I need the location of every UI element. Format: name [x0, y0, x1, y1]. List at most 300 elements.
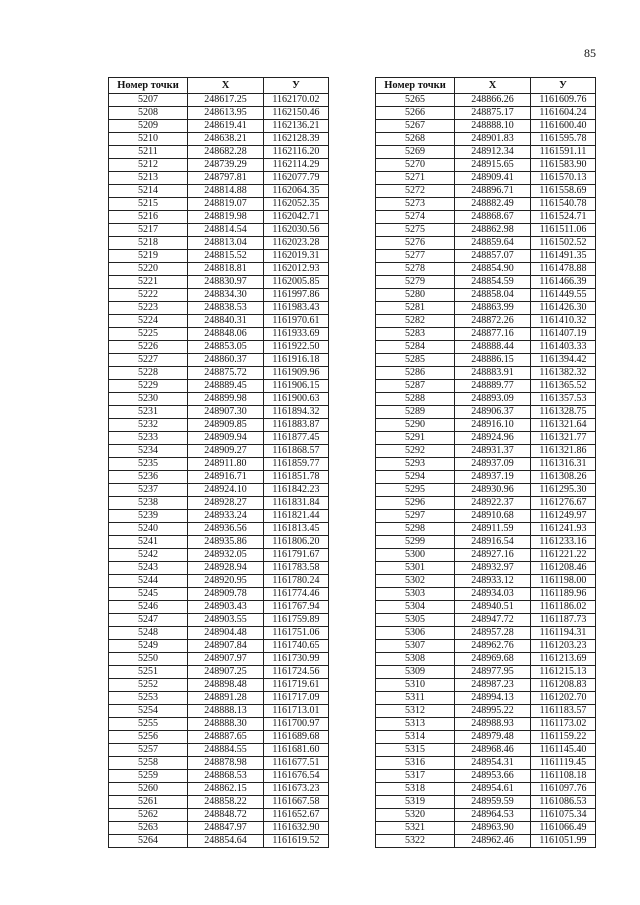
point-number-cell: 5250: [109, 653, 188, 666]
table-row: [109, 120, 329, 133]
x-coordinate-cell: 248937.19: [455, 471, 531, 484]
point-number-cell: 5239: [109, 510, 188, 523]
point-number-cell: 5312: [376, 705, 455, 718]
x-coordinate-cell: 248813.04: [188, 237, 264, 250]
x-coordinate-cell: 248815.52: [188, 250, 264, 263]
x-coordinate-cell: 248840.31: [188, 315, 264, 328]
x-coordinate-cell: 248916.71: [188, 471, 264, 484]
point-number-cell: 5281: [376, 302, 455, 315]
point-number-cell: 5230: [109, 393, 188, 406]
y-coordinate-cell: 1161308.26: [531, 471, 596, 484]
y-coordinate-cell: 1161673.23: [264, 783, 329, 796]
point-number-cell: 5286: [376, 367, 455, 380]
point-number-cell: 5289: [376, 406, 455, 419]
point-number-cell: 5296: [376, 497, 455, 510]
y-coordinate-cell: 1161145.40: [531, 744, 596, 757]
point-number-cell: 5300: [376, 549, 455, 562]
x-coordinate-cell: 248954.61: [455, 783, 531, 796]
x-coordinate-cell: 248909.94: [188, 432, 264, 445]
point-number-cell: 5267: [376, 120, 455, 133]
table-row: [109, 614, 329, 627]
x-coordinate-cell: 248819.98: [188, 211, 264, 224]
x-coordinate-cell: 248931.37: [455, 445, 531, 458]
table-row: [109, 146, 329, 159]
y-coordinate-cell: 1161321.77: [531, 432, 596, 445]
y-coordinate-cell: 1161382.32: [531, 367, 596, 380]
table-row: [376, 432, 596, 445]
y-coordinate-cell: 1161186.02: [531, 601, 596, 614]
y-coordinate-cell: 1162019.31: [264, 250, 329, 263]
x-coordinate-cell: 248857.07: [455, 250, 531, 263]
y-coordinate-cell: 1161321.64: [531, 419, 596, 432]
table-row: [376, 393, 596, 406]
point-number-cell: 5287: [376, 380, 455, 393]
x-coordinate-cell: 248854.59: [455, 276, 531, 289]
table-row: [109, 302, 329, 315]
y-coordinate-cell: 1161208.46: [531, 562, 596, 575]
point-number-cell: 5313: [376, 718, 455, 731]
x-coordinate-cell: 248878.98: [188, 757, 264, 770]
point-number-cell: 5319: [376, 796, 455, 809]
x-coordinate-cell: 248979.48: [455, 731, 531, 744]
point-number-cell: 5320: [376, 809, 455, 822]
x-coordinate-cell: 248933.24: [188, 510, 264, 523]
point-number-cell: 5226: [109, 341, 188, 354]
x-coordinate-cell: 248907.30: [188, 406, 264, 419]
point-number-cell: 5228: [109, 367, 188, 380]
coordinates-table-left: [108, 77, 329, 848]
x-coordinate-cell: 248882.49: [455, 198, 531, 211]
table-row: [109, 835, 329, 848]
y-coordinate-cell: 1161791.67: [264, 549, 329, 562]
table-row: [376, 497, 596, 510]
x-coordinate-cell: 248915.65: [455, 159, 531, 172]
x-coordinate-cell: 248911.80: [188, 458, 264, 471]
y-coordinate-cell: 1162030.56: [264, 224, 329, 237]
header-point-number: Номер точки: [109, 78, 188, 94]
point-number-cell: 5263: [109, 822, 188, 835]
table-row: [376, 783, 596, 796]
x-coordinate-cell: 248896.71: [455, 185, 531, 198]
y-coordinate-cell: 1161922.50: [264, 341, 329, 354]
y-coordinate-cell: 1161086.53: [531, 796, 596, 809]
y-coordinate-cell: 1162170.02: [264, 94, 329, 107]
y-coordinate-cell: 1161051.99: [531, 835, 596, 848]
x-coordinate-cell: 248920.95: [188, 575, 264, 588]
y-coordinate-cell: 1161806.20: [264, 536, 329, 549]
point-number-cell: 5243: [109, 562, 188, 575]
table-row: [109, 796, 329, 809]
x-coordinate-cell: 248910.68: [455, 510, 531, 523]
y-coordinate-cell: 1161198.00: [531, 575, 596, 588]
y-coordinate-cell: 1161604.24: [531, 107, 596, 120]
y-coordinate-cell: 1161740.65: [264, 640, 329, 653]
y-coordinate-cell: 1161591.11: [531, 146, 596, 159]
point-number-cell: 5307: [376, 640, 455, 653]
point-number-cell: 5219: [109, 250, 188, 263]
point-number-cell: 5264: [109, 835, 188, 848]
x-coordinate-cell: 248903.43: [188, 601, 264, 614]
y-coordinate-cell: 1161813.45: [264, 523, 329, 536]
y-coordinate-cell: 1161502.52: [531, 237, 596, 250]
point-number-cell: 5234: [109, 445, 188, 458]
table-row: [109, 289, 329, 302]
header-y: У: [531, 78, 596, 94]
x-coordinate-cell: 248868.67: [455, 211, 531, 224]
y-coordinate-cell: 1162077.79: [264, 172, 329, 185]
x-coordinate-cell: 248912.34: [455, 146, 531, 159]
point-number-cell: 5303: [376, 588, 455, 601]
x-coordinate-cell: 248901.83: [455, 133, 531, 146]
y-coordinate-cell: 1161730.99: [264, 653, 329, 666]
y-coordinate-cell: 1161851.78: [264, 471, 329, 484]
table-row: [376, 120, 596, 133]
point-number-cell: 5257: [109, 744, 188, 757]
y-coordinate-cell: 1161667.58: [264, 796, 329, 809]
x-coordinate-cell: 248930.96: [455, 484, 531, 497]
x-coordinate-cell: 248947.72: [455, 614, 531, 627]
x-coordinate-cell: 248959.59: [455, 796, 531, 809]
x-coordinate-cell: 248862.15: [188, 783, 264, 796]
table-row: [109, 198, 329, 211]
table-row: [376, 458, 596, 471]
y-coordinate-cell: 1162114.29: [264, 159, 329, 172]
point-number-cell: 5270: [376, 159, 455, 172]
table-row: [376, 94, 596, 107]
y-coordinate-cell: 1161894.32: [264, 406, 329, 419]
y-coordinate-cell: 1161233.16: [531, 536, 596, 549]
y-coordinate-cell: 1161842.23: [264, 484, 329, 497]
point-number-cell: 5245: [109, 588, 188, 601]
table-row: [109, 770, 329, 783]
y-coordinate-cell: 1161933.69: [264, 328, 329, 341]
y-coordinate-cell: 1162012.93: [264, 263, 329, 276]
x-coordinate-cell: 248853.05: [188, 341, 264, 354]
header-y: У: [264, 78, 329, 94]
page-number: 85: [584, 46, 596, 60]
table-row: [376, 289, 596, 302]
y-coordinate-cell: 1162005.85: [264, 276, 329, 289]
x-coordinate-cell: 248916.10: [455, 419, 531, 432]
y-coordinate-cell: 1161241.93: [531, 523, 596, 536]
point-number-cell: 5238: [109, 497, 188, 510]
point-number-cell: 5288: [376, 393, 455, 406]
table-row: [376, 744, 596, 757]
x-coordinate-cell: 248953.66: [455, 770, 531, 783]
y-coordinate-cell: 1161676.54: [264, 770, 329, 783]
y-coordinate-cell: 1162150.46: [264, 107, 329, 120]
x-coordinate-cell: 248934.03: [455, 588, 531, 601]
table-row: [376, 185, 596, 198]
point-number-cell: 5218: [109, 237, 188, 250]
table-row: [109, 471, 329, 484]
x-coordinate-cell: 248909.41: [455, 172, 531, 185]
table-row: [109, 640, 329, 653]
table-row: [109, 107, 329, 120]
table-row: [109, 718, 329, 731]
table-row: [109, 705, 329, 718]
x-coordinate-cell: 248909.27: [188, 445, 264, 458]
header-x: X: [188, 78, 264, 94]
point-number-cell: 5237: [109, 484, 188, 497]
point-number-cell: 5207: [109, 94, 188, 107]
y-coordinate-cell: 1161713.01: [264, 705, 329, 718]
x-coordinate-cell: 248969.68: [455, 653, 531, 666]
point-number-cell: 5215: [109, 198, 188, 211]
x-coordinate-cell: 248838.53: [188, 302, 264, 315]
x-coordinate-cell: 248888.30: [188, 718, 264, 731]
table-header-row: [109, 78, 329, 94]
x-coordinate-cell: 248847.97: [188, 822, 264, 835]
point-number-cell: 5242: [109, 549, 188, 562]
y-coordinate-cell: 1161295.30: [531, 484, 596, 497]
point-number-cell: 5261: [109, 796, 188, 809]
y-coordinate-cell: 1161316.31: [531, 458, 596, 471]
table-row: [376, 705, 596, 718]
table-row: [109, 185, 329, 198]
y-coordinate-cell: 1161717.09: [264, 692, 329, 705]
point-number-cell: 5217: [109, 224, 188, 237]
x-coordinate-cell: 248866.26: [455, 94, 531, 107]
table-row: [376, 107, 596, 120]
y-coordinate-cell: 1161997.86: [264, 289, 329, 302]
y-coordinate-cell: 1161394.42: [531, 354, 596, 367]
table-row: [376, 159, 596, 172]
x-coordinate-cell: 248954.31: [455, 757, 531, 770]
point-number-cell: 5285: [376, 354, 455, 367]
y-coordinate-cell: 1161119.45: [531, 757, 596, 770]
table-row: [109, 601, 329, 614]
x-coordinate-cell: 248858.22: [188, 796, 264, 809]
x-coordinate-cell: 248848.06: [188, 328, 264, 341]
y-coordinate-cell: 1161189.96: [531, 588, 596, 601]
point-number-cell: 5221: [109, 276, 188, 289]
x-coordinate-cell: 248888.10: [455, 120, 531, 133]
table-row: [109, 263, 329, 276]
y-coordinate-cell: 1161202.70: [531, 692, 596, 705]
y-coordinate-cell: 1162128.39: [264, 133, 329, 146]
x-coordinate-cell: 248886.15: [455, 354, 531, 367]
point-number-cell: 5276: [376, 237, 455, 250]
y-coordinate-cell: 1161249.97: [531, 510, 596, 523]
table-row: [109, 809, 329, 822]
y-coordinate-cell: 1161900.63: [264, 393, 329, 406]
x-coordinate-cell: 248907.97: [188, 653, 264, 666]
x-coordinate-cell: 248968.46: [455, 744, 531, 757]
table-row: [376, 380, 596, 393]
y-coordinate-cell: 1161365.52: [531, 380, 596, 393]
x-coordinate-cell: 248854.64: [188, 835, 264, 848]
y-coordinate-cell: 1161466.39: [531, 276, 596, 289]
table-row: [376, 770, 596, 783]
y-coordinate-cell: 1161970.61: [264, 315, 329, 328]
table-row: [109, 497, 329, 510]
table-row: [376, 237, 596, 250]
point-number-cell: 5310: [376, 679, 455, 692]
header-point-number: Номер точки: [376, 78, 455, 94]
x-coordinate-cell: 248924.10: [188, 484, 264, 497]
x-coordinate-cell: 248977.95: [455, 666, 531, 679]
point-number-cell: 5222: [109, 289, 188, 302]
y-coordinate-cell: 1161689.68: [264, 731, 329, 744]
x-coordinate-cell: 248863.99: [455, 302, 531, 315]
point-number-cell: 5269: [376, 146, 455, 159]
point-number-cell: 5271: [376, 172, 455, 185]
table-row: [109, 159, 329, 172]
y-coordinate-cell: 1161097.76: [531, 783, 596, 796]
point-number-cell: 5247: [109, 614, 188, 627]
x-coordinate-cell: 248887.65: [188, 731, 264, 744]
y-coordinate-cell: 1161540.78: [531, 198, 596, 211]
table-row: [109, 510, 329, 523]
y-coordinate-cell: 1161066.49: [531, 822, 596, 835]
point-number-cell: 5309: [376, 666, 455, 679]
y-coordinate-cell: 1161774.46: [264, 588, 329, 601]
point-number-cell: 5294: [376, 471, 455, 484]
x-coordinate-cell: 248964.53: [455, 809, 531, 822]
table-row: [109, 432, 329, 445]
x-coordinate-cell: 248940.51: [455, 601, 531, 614]
point-number-cell: 5262: [109, 809, 188, 822]
table-row: [109, 380, 329, 393]
table-row: [376, 146, 596, 159]
x-coordinate-cell: 248818.81: [188, 263, 264, 276]
x-coordinate-cell: 248906.37: [455, 406, 531, 419]
table-row: [109, 393, 329, 406]
table-row: [376, 198, 596, 211]
x-coordinate-cell: 248797.81: [188, 172, 264, 185]
table-row: [109, 250, 329, 263]
x-coordinate-cell: 248899.98: [188, 393, 264, 406]
point-number-cell: 5292: [376, 445, 455, 458]
x-coordinate-cell: 248830.97: [188, 276, 264, 289]
x-coordinate-cell: 248617.25: [188, 94, 264, 107]
x-coordinate-cell: 248928.27: [188, 497, 264, 510]
table-row: [376, 796, 596, 809]
point-number-cell: 5298: [376, 523, 455, 536]
point-number-cell: 5211: [109, 146, 188, 159]
y-coordinate-cell: 1162042.71: [264, 211, 329, 224]
point-number-cell: 5224: [109, 315, 188, 328]
x-coordinate-cell: 248834.30: [188, 289, 264, 302]
x-coordinate-cell: 248884.55: [188, 744, 264, 757]
table-body-left: [109, 94, 329, 848]
y-coordinate-cell: 1161783.58: [264, 562, 329, 575]
point-number-cell: 5301: [376, 562, 455, 575]
table-row: [109, 315, 329, 328]
x-coordinate-cell: 248877.16: [455, 328, 531, 341]
x-coordinate-cell: 248814.88: [188, 185, 264, 198]
x-coordinate-cell: 248872.26: [455, 315, 531, 328]
table-row: [109, 484, 329, 497]
y-coordinate-cell: 1161759.89: [264, 614, 329, 627]
point-number-cell: 5233: [109, 432, 188, 445]
y-coordinate-cell: 1161276.67: [531, 497, 596, 510]
x-coordinate-cell: 248739.29: [188, 159, 264, 172]
y-coordinate-cell: 1161426.30: [531, 302, 596, 315]
x-coordinate-cell: 248957.28: [455, 627, 531, 640]
table-row: [376, 367, 596, 380]
y-coordinate-cell: 1161159.22: [531, 731, 596, 744]
table-row: [376, 718, 596, 731]
y-coordinate-cell: 1161449.55: [531, 289, 596, 302]
point-number-cell: 5302: [376, 575, 455, 588]
table-row: [376, 211, 596, 224]
y-coordinate-cell: 1161203.23: [531, 640, 596, 653]
x-coordinate-cell: 248898.48: [188, 679, 264, 692]
y-coordinate-cell: 1161652.67: [264, 809, 329, 822]
point-number-cell: 5305: [376, 614, 455, 627]
x-coordinate-cell: 248875.17: [455, 107, 531, 120]
point-number-cell: 5308: [376, 653, 455, 666]
x-coordinate-cell: 248962.46: [455, 835, 531, 848]
point-number-cell: 5251: [109, 666, 188, 679]
table-row: [376, 445, 596, 458]
point-number-cell: 5216: [109, 211, 188, 224]
point-number-cell: 5240: [109, 523, 188, 536]
point-number-cell: 5266: [376, 107, 455, 120]
point-number-cell: 5318: [376, 783, 455, 796]
table-row: [376, 471, 596, 484]
point-number-cell: 5259: [109, 770, 188, 783]
x-coordinate-cell: 248875.72: [188, 367, 264, 380]
table-row: [109, 627, 329, 640]
x-coordinate-cell: 248988.93: [455, 718, 531, 731]
point-number-cell: 5277: [376, 250, 455, 263]
table-row: [109, 354, 329, 367]
table-row: [109, 575, 329, 588]
x-coordinate-cell: 248904.48: [188, 627, 264, 640]
x-coordinate-cell: 248916.54: [455, 536, 531, 549]
point-number-cell: 5306: [376, 627, 455, 640]
point-number-cell: 5291: [376, 432, 455, 445]
table-row: [376, 536, 596, 549]
table-row: [109, 133, 329, 146]
point-number-cell: 5220: [109, 263, 188, 276]
table-row: [376, 627, 596, 640]
y-coordinate-cell: 1161681.60: [264, 744, 329, 757]
table-row: [376, 822, 596, 835]
point-number-cell: 5265: [376, 94, 455, 107]
point-number-cell: 5229: [109, 380, 188, 393]
table-row: [376, 276, 596, 289]
y-coordinate-cell: 1161916.18: [264, 354, 329, 367]
x-coordinate-cell: 248909.85: [188, 419, 264, 432]
x-coordinate-cell: 248995.22: [455, 705, 531, 718]
y-coordinate-cell: 1161558.69: [531, 185, 596, 198]
y-coordinate-cell: 1161215.13: [531, 666, 596, 679]
table-row: [376, 757, 596, 770]
y-coordinate-cell: 1161751.06: [264, 627, 329, 640]
point-number-cell: 5282: [376, 315, 455, 328]
table-row: [109, 419, 329, 432]
point-number-cell: 5236: [109, 471, 188, 484]
table-row: [376, 224, 596, 237]
table-row: [109, 536, 329, 549]
table-row: [376, 263, 596, 276]
point-number-cell: 5208: [109, 107, 188, 120]
x-coordinate-cell: 248814.54: [188, 224, 264, 237]
x-coordinate-cell: 248862.98: [455, 224, 531, 237]
table-row: [109, 653, 329, 666]
table-header-row: [376, 78, 596, 94]
x-coordinate-cell: 248907.25: [188, 666, 264, 679]
y-coordinate-cell: 1161619.52: [264, 835, 329, 848]
point-number-cell: 5304: [376, 601, 455, 614]
y-coordinate-cell: 1161478.88: [531, 263, 596, 276]
x-coordinate-cell: 248932.97: [455, 562, 531, 575]
y-coordinate-cell: 1161780.24: [264, 575, 329, 588]
